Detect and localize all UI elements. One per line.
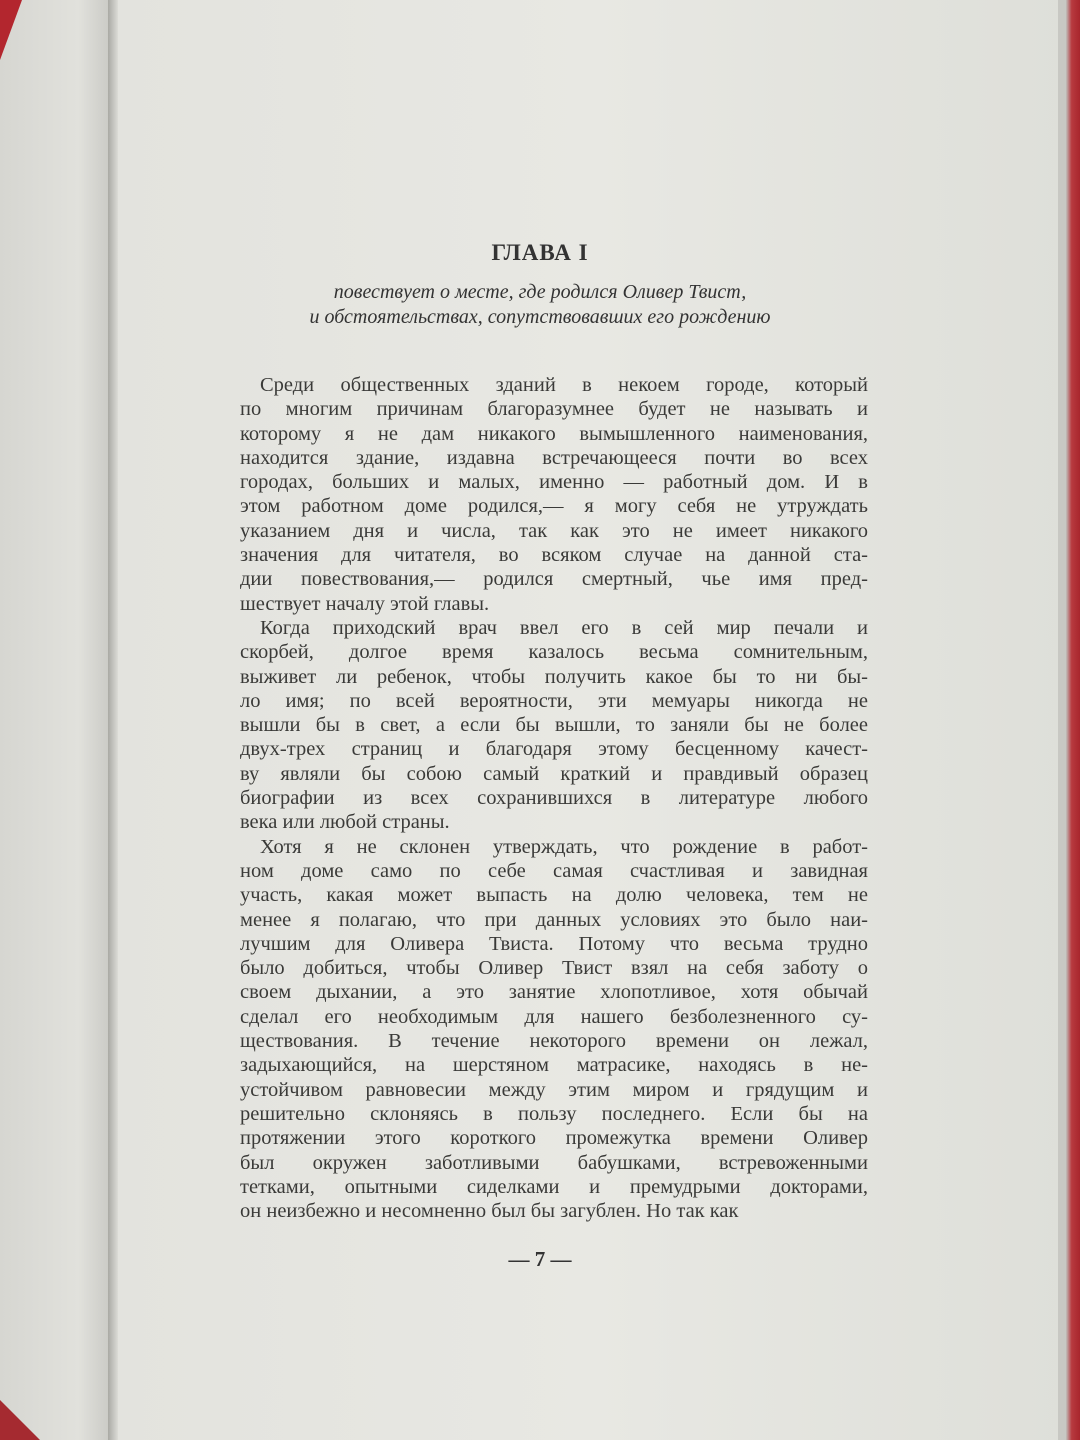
text-line: века или любой страны. [240, 811, 450, 834]
text-line: скорбей, долгое время казалось весьма сомнительным, [240, 641, 868, 664]
text-line: указанием дня и числа, так как это не имеет никакого [240, 519, 868, 542]
text-line: биографии из всех сохранившихся в литературе любого [240, 787, 868, 810]
text-line: Хотя я не склонен утверждать, что рождение в работ- [260, 835, 868, 858]
text-line: тетками, опытными сиделками и премудрыми докторами, [240, 1175, 868, 1198]
text-line: городах, больших и малых, именно — работный дом. И в [240, 471, 868, 494]
chapter-subtitle-line: и обстоятельствах, сопутствовавших его рождению [309, 306, 771, 328]
chapter-title: ГЛАВА I [491, 240, 589, 265]
left-page [0, 0, 112, 1440]
text-line: ву являли бы собою самый краткий и правдивый образец [240, 762, 868, 785]
text-line: ществования. В течение некоторого времени он лежал, [240, 1030, 868, 1053]
text-line: двух-трех страниц и благодаря этому бесценному качест- [240, 738, 868, 761]
text-line: менее я полагаю, что при данных условиях это было наи- [240, 908, 868, 931]
book-cover-edge [1066, 0, 1080, 1440]
text-line: ло имя; по всей вероятности, эти мемуары никогда не [240, 689, 868, 712]
chapter-subtitle-line: повествует о месте, где родился Оливер Твист, [333, 281, 747, 303]
text-line: решительно склоняясь в пользу последнего. Если бы на [240, 1102, 868, 1125]
chapter-body [240, 373, 868, 1223]
page-number: — 7 — [508, 1247, 572, 1271]
text-line: задыхающийся, на шерстяном матрасике, находясь в не- [240, 1054, 868, 1077]
text-line: этом работном доме родился,— я могу себя не утруждать [240, 495, 868, 518]
text-line: сделал его необходимым для нашего безболезненного су- [240, 1005, 868, 1028]
text-line: дии повествования,— родился смертный, чье имя пред- [240, 568, 868, 591]
text-line: было добиться, чтобы Оливер Твист взял на себя заботу о [240, 957, 868, 980]
page-edge [1058, 0, 1066, 1440]
text-line: Среди общественных зданий в некоем городе, который [260, 374, 868, 396]
text-line: по многим причинам благоразумнее будет не называть и [240, 398, 868, 421]
text-line: которому я не дам никакого вымышленного наименования, [240, 422, 868, 445]
chapter-subtitle [0, 280, 1080, 330]
text-line: шествует началу этой главы. [240, 592, 490, 615]
text-line: находится здание, издавна встречающееся почти во всех [240, 446, 868, 469]
text-line: значения для читателя, во всяком случае на данной ста- [240, 544, 868, 567]
text-line: участь, какая может выпасть на долю человека, тем не [240, 884, 868, 907]
text-line: он неизбежно и несомненно был бы загублен. Но так как [240, 1200, 739, 1223]
text-line: был окружен заботливыми бабушками, встревоженными [240, 1151, 868, 1174]
text-line: ном доме само по себе самая счастливая и завидная [240, 859, 868, 882]
text-line: выживет ли ребенок, чтобы получить какое бы то ни бы- [240, 665, 868, 688]
text-line: своем дыхании, а это занятие хлопотливое, хотя обычай [240, 981, 868, 1004]
text-line: вышли бы в свет, а если бы вышли, то заняли бы не более [240, 714, 868, 737]
text-line: протяжении этого короткого промежутка времени Оливер [240, 1127, 868, 1150]
text-line: Когда приходский врач ввел его в сей мир печали и [260, 616, 868, 639]
text-line: лучшим для Оливера Твиста. Потому что весьма трудно [240, 932, 868, 955]
text-line: устойчивом равновесии между этим миром и грядущим и [240, 1078, 868, 1101]
